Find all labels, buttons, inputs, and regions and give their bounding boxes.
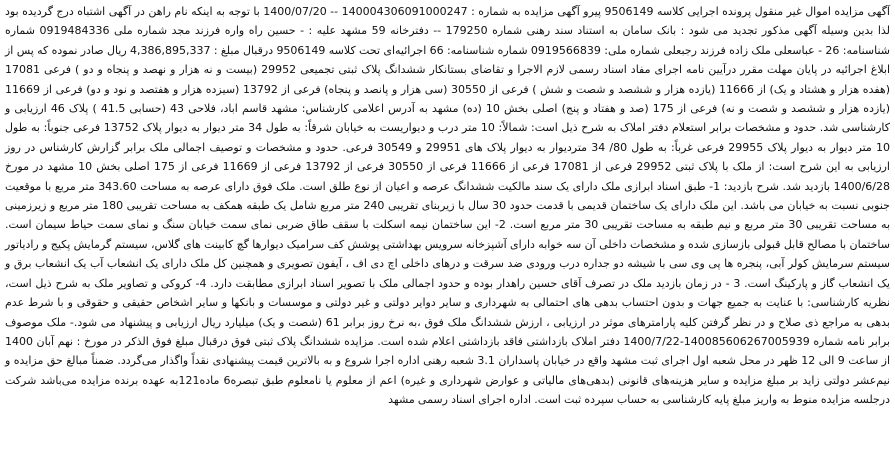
auction-notice-text: آگهی مزایده اموال غیر منقول پرونده اجرایی کلاسه 9506149 پیرو آگهی مزایده به شماره : 140004306091000247 -- 1400/07/20 با توجه به اینکه نام راهن در آگهی اشتباه درج گردیده بود لذا بدین وسیله آگهی مذکور تجدید می شود : بانک سامان به استناد سند رهنی شماره 179250 -- دفترخانه 59 مشهد علیه : - حسین راه واره فرزند مجد شماره ملی 0919484336 شماره شناسنامه: 26 - عباسعلی ملک زاده فرزند رجبعلی شماره ملی: 0919566839 شماره شناسنامه: 66 اجرائیه‌ای تحت کلاسه 9506149 درقبال مبلغ : 4,386,895,337 ریال صادر نموده که پس از ابلاغ اجرائیه در پایان مهلت مقرر درآیین نامه اجرای مفاد اسناد رسمی لازم الاجرا و تقاضای بستانکار ششدانگ پلاک ثبتی تجمیعی 29952 (بیست و نه هزار و نهصد و پنجاه و دو ) فرعی 17081 (هفده هزار و هشتاد و یک) از 11666 (یازده هزار و ششصد و شصت و شش ) فرعی از 30550 (سی هزار و پانصد و پنجاه) فرعی از 13792 (سیزده هزار و هفتصد و نود و دو) فرعی از 11669 (یازده هزار و ششصد و شصت و نه) فرعی از 175 (صد و هفتاد و پنج) اصلی بخش 10 (ده) مشهد به آدرس اعلامی کارشناس: مشهد قاسم اباد، فلاحی 43 (حسابی 41.5 ) پلاک 46 ارزیابی و کارشناسی شد. حدود و مشخصات برابر استعلام دفتر املاک به شرح ذیل است: شمالاً: 10 متر درب و دیواریست به خیابان شرقاً: به طول 34 متر دیوار به دیوار پلاک 13752 فرعی جنوباً: به طول 10 متر دیوار به دیوار پلاک 29955 فرعی غرباً: به طول 80/ 34 متردیوار به دیوار پلاک های 29951 و 30549 فرعی. حدود و مشخصات و توصیف اجمالی ملک برابر گزارش کارشناس در روز ارزیابی به این شرح است: از ملک با پلاک ثبتی 29952 فرعی از 17081 فرعی از 11666 فرعی از 30550 فرعی از 13792 فرعی از 11669 فرعی از 175 اصلی بخش 10 مشهد در مورخ 1400/6/28 بازدید شد. شرح بازدید: 1- طبق اسناد ابرازی ملک دارای یک سند مالکیت ششدانگ عرصه و اعیان از نوع طلق است. ملک فوق دارای عرصه به مساحت 343.60 متر مربع با موقعیت جنوبی نسبت به خیابان می باشد. این ملک دارای یک ساختمان قدیمی با قدمت حدود 30 سال با زیربنای تقریبی 240 متر مربع شامل یک طبقه همکف به مساحت تقریبی 180 متر مربع و زیرزمینی به مساحت تقریبی 30 متر مربع و نیم طبقه به مساحت تقریبی 30 متر مربع است. 2- این ساختمان نیمه اسکلت با سقف طاق ضربی نمای سمت خیابان سنگ و نمای سمت حیاط سیمان است. ساختمان با مصالح قابل قبولی بازسازی شده و مشخصات داخلی آن سه خوابه دارای آشپزخانه سرویس بهداشتی پوشش کف سرامیک دیوارها گچ کابینت های گلاس، سیستم گرمایش پکیج و رادیاتور سیستم سرمایش کولر آبی، پنجره ها پی وی سی با شیشه دو جداره درب ورودی ضد سرقت و درهای داخلی اچ دی اف ، آیفون تصویری و همچنین کل ملک دارای یک انشعاب آب یک انشعاب برق و یک انشعاب گاز و پارکینگ است. 3 - در زمان بازدید ملک در تصرف آقای حسین راهدار بوده و حدود اجمالی ملک با تصویر اسناد ابرازی مطابقت دارد. 4- کروکی و تصاویر ملک به شرح ذیل است، نظریه کارشناسی: با عنایت به جمیع جهات و بدون احتساب بدهی های احتمالی به شهرداری و سایر دوایر دولتی و غیر دولتی و موسسات و بانکها و سایر اشخاص حقیقی و حقوقی و با شرط عدم بدهی به مراجع ذی صلاح و در نظر گرفتن کلیه پارامترهای موثر در ارزیابی ، ارزش ششدانگ ملک فوق ،به نرخ روز برابر 61 (شصت و یک) میلیارد ریال ارزیابی و پیشنهاد می شود.- ملک موصوف برابر نامه شماره 140085606267005939-1400/7/22 دفتر املاک بازداشتی فاقد بازداشتی اعلام شده است. مزایده ششدانگ پلاک ثبتی فوق درقبال مبلغ فوق الذکر در مورخ : نهم آبان 1400 از ساعت 9 الی 12 ظهر در محل شعبه اول اجرای ثبت مشهد واقع در خیابان پاسداران 3.1 شعبه رهنی اداره اجرا شروع و به بالاترین قیمت پیشنهادی نقداً واگذار می‌گردد. ضمناً مبالغ حق مزایده و نیم‌عشر دولتی زاید بر مبلغ مزایده و سایر هزینه‌های قانونی (بدهی‌های مالیاتی و عوارض شهرداری و غیره) اعم از معلوم یا نامعلوم طبق تبصره6 ماده121به عهده برنده مزایده می‌باشد شرکت درجلسه مزایده منوط به واریز مبلغ پایه کارشناسی به حساب سپرده ثبت است. اداره اجرای اسناد رسمی مشهد xyxy=(5,5,891,407)
